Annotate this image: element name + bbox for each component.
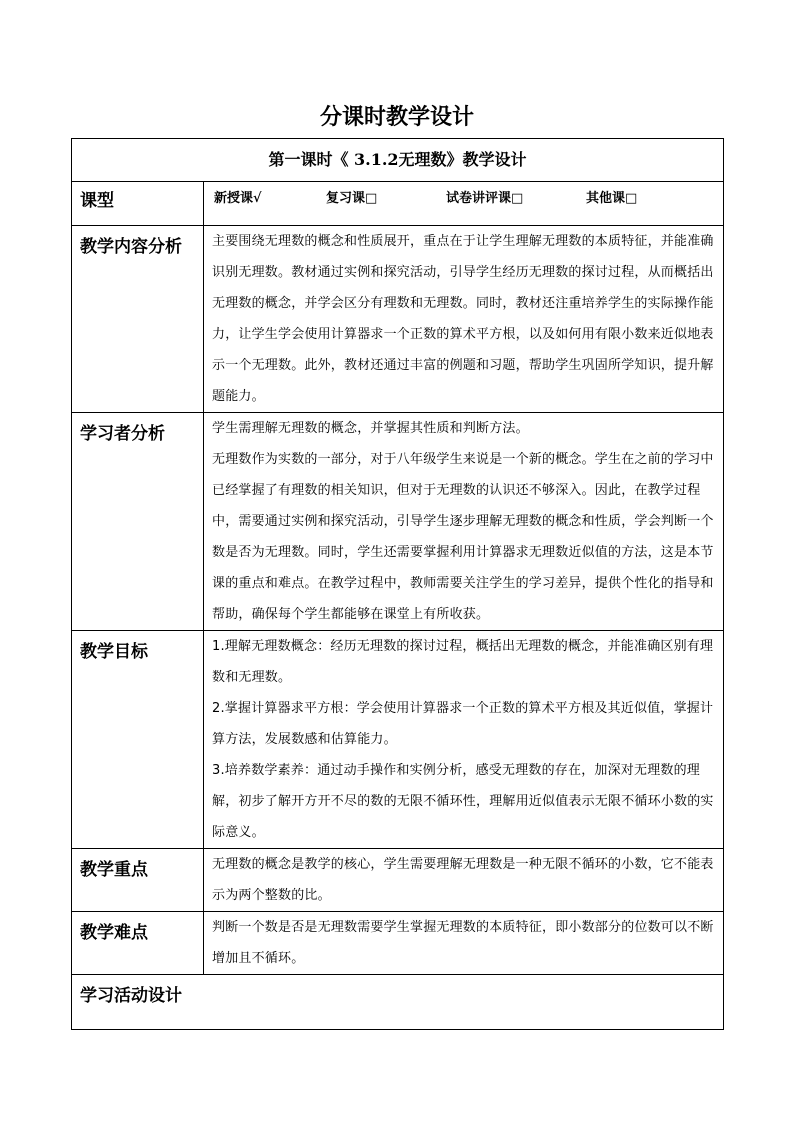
key-points-body — [204, 849, 724, 912]
objective-item: 1.理解无理数概念：经历无理数的探讨过程，概括出无理数的概念，并能准确区别有理数和无理数。 — [212, 639, 714, 685]
activity-design-label: 学习活动设计 — [72, 975, 724, 1030]
option-new-lesson[interactable]: 新授课√ — [214, 191, 262, 206]
objective-item: 3.培养数学素养：通过动手操作和实例分析，感受无理数的存在，加深对无理数的理解，初步了解开方开不尽的数的无限不循环性，理解用近似值表示无限不循环小数的实际意义。 — [212, 763, 714, 840]
document-title: 分课时教学设计 — [319, 104, 474, 130]
lesson-title: 第一课时《 3.1.2无理数》教学设计 — [72, 139, 724, 182]
content-analysis-label: 教学内容分析 — [72, 226, 204, 413]
learner-analysis-paragraph: 无理数作为实数的一部分，对于八年级学生来说是一个新的概念。学生在之前的学习中已经掌握了有理数的相关知识，但对于无理数的认识还不够深入。因此，在教学过程中，需要通过实例和探究活动，引导学生逐步理解无理数的概念和性质，学会判断一个数是否为无理数。同时，学生还需要掌握利用计算器求无理数近似值的方法，这是本节课的重点和难点。在教学过程中，教师需要关注学生的学习差异，提供个性化的指导和帮助，确保每个学生都能够在课堂上有所收获。 — [212, 452, 714, 622]
option-test-review-lesson[interactable]: 试卷讲评课□ — [446, 191, 524, 206]
course-type-label: 课型 — [72, 182, 204, 226]
option-other-lesson[interactable]: 其他课□ — [586, 191, 638, 206]
key-points-paragraph: 无理数的概念是教学的核心，学生需要理解无理数是一种无限不循环的小数，它不能表示为两个整数的比。 — [212, 857, 714, 903]
objectives-body — [204, 631, 724, 849]
option-review-lesson[interactable]: 复习课□ — [326, 191, 378, 206]
difficulties-body — [204, 912, 724, 975]
content-analysis-body — [204, 226, 724, 413]
objective-item: 2.掌握计算器求平方根：学会使用计算器求一个正数的算术平方根及其近似值，掌握计算方法，发展数感和估算能力。 — [212, 701, 714, 747]
lesson-plan-table — [71, 138, 724, 1030]
learner-analysis-paragraph: 学生需理解无理数的概念，并掌握其性质和判断方法。 — [212, 421, 529, 436]
difficulties-label: 教学难点 — [72, 912, 204, 975]
key-points-label: 教学重点 — [72, 849, 204, 912]
difficulties-paragraph: 判断一个数是否是无理数需要学生掌握无理数的本质特征，即小数部分的位数可以不断增加且不循环。 — [212, 920, 714, 966]
course-type-options — [204, 182, 724, 226]
learner-analysis-body — [204, 413, 724, 631]
learner-analysis-label: 学习者分析 — [72, 413, 204, 631]
objectives-label: 教学目标 — [72, 631, 204, 849]
content-analysis-paragraph: 主要围绕无理数的概念和性质展开，重点在于让学生理解无理数的本质特征，并能准确识别无理数。教材通过实例和探究活动，引导学生经历无理数的探讨过程，从而概括出无理数的概念，并学会区分有理数和无理数。同时，教材还注重培养学生的实际操作能力，让学生学会使用计算器求一个正数的算术平方根，以及如何用有限小数来近似地表示一个无理数。此外，教材还通过丰富的例题和习题，帮助学生巩固所学知识，提升解题能力。 — [212, 234, 714, 404]
